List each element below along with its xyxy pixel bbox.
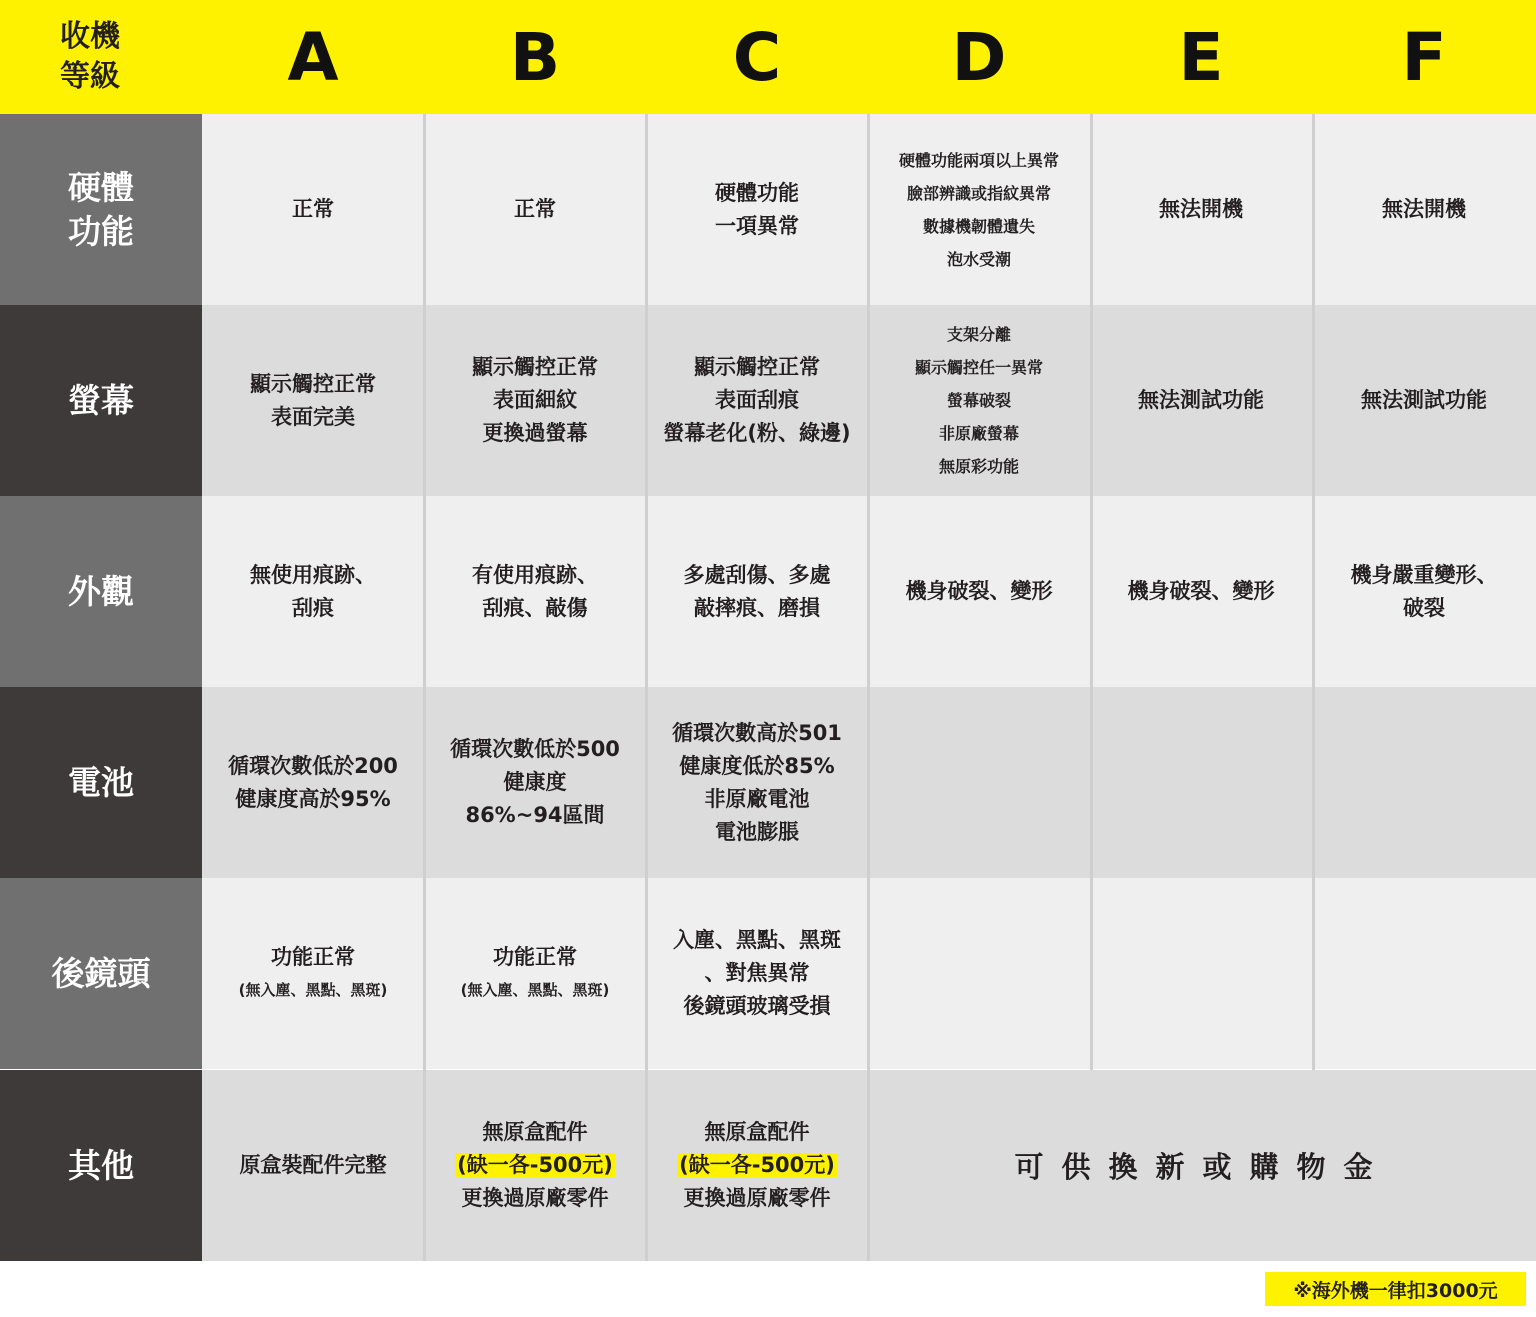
cell-text: 健康度 (503, 770, 567, 794)
column-divider (1312, 114, 1315, 1070)
cell-text: 表面細紋 (493, 388, 577, 412)
cell-text: 健康度低於85% (679, 753, 835, 778)
cell-text: 無原彩功能 (938, 457, 1019, 476)
row-label-battery (0, 687, 202, 878)
cell-appearance-f (1312, 496, 1536, 687)
cell-text: 數據機韌體遺失 (922, 216, 1035, 236)
cell-hardware-c (646, 114, 868, 305)
cell-text: 無原盒配件 (482, 1120, 588, 1144)
cell-battery-d (868, 687, 1090, 878)
cell-text: 後鏡頭玻璃受損 (683, 994, 831, 1018)
cell-text: 非原廠螢幕 (938, 424, 1019, 443)
cell-screen-f (1312, 305, 1536, 496)
cell-camera-f (1312, 878, 1536, 1069)
cell-text: 支架分離 (946, 325, 1011, 344)
cell-text: 硬體功能 (715, 180, 799, 205)
cell-appearance-c (646, 496, 868, 687)
cell-text: 無法測試功能 (1138, 388, 1264, 412)
cell-text: 入塵、黑點、黑斑 (673, 928, 841, 952)
row-label-line: 外觀 (68, 571, 134, 611)
cell-text: 無法測試功能 (1361, 388, 1487, 412)
cell-text: 顯示觸控正常 (250, 371, 376, 396)
cell-hardware-d (868, 114, 1090, 305)
row-label-hardware (0, 114, 202, 305)
cell-other-c (646, 1070, 868, 1261)
cell-text: 無使用痕跡、 (250, 562, 376, 587)
cell-text: 泡水受潮 (946, 249, 1011, 269)
cell-text: 顯示觸控任一異常 (914, 358, 1043, 377)
cell-text: 正常 (292, 197, 334, 221)
cell-text: 功能正常 (271, 944, 355, 969)
cell-other-a (202, 1070, 424, 1261)
grade-a-header: A (287, 18, 339, 96)
grade-f-header: F (1401, 18, 1447, 96)
cell-camera-b (424, 878, 646, 1069)
cell-screen-b (424, 305, 646, 496)
cell-text: 非原廠電池 (704, 786, 810, 811)
cell-text: 顯示觸控正常 (694, 355, 820, 379)
cell-text: 螢幕破裂 (946, 391, 1011, 410)
cell-hardware-f (1312, 114, 1536, 305)
row-label-rear-camera (0, 878, 202, 1069)
cell-hardware-b (424, 114, 646, 305)
cell-text: 多處刮傷、多處 (683, 562, 831, 587)
grade-c-header: C (732, 18, 782, 96)
column-divider (867, 114, 870, 1261)
cell-text: 刮痕 (292, 595, 334, 620)
corner-label-line: 等級 (60, 59, 120, 94)
row-label-screen (0, 305, 202, 496)
column-divider (645, 114, 648, 1261)
corner-label-line: 收機 (60, 19, 120, 54)
cell-text: 敲摔痕、磨損 (694, 595, 820, 620)
row-label-appearance (0, 496, 202, 687)
cell-text: 更換過原廠零件 (461, 1186, 609, 1210)
cell-battery-f (1312, 687, 1536, 878)
cell-hardware-a (202, 114, 424, 305)
column-divider (423, 114, 426, 1261)
cell-camera-e (1090, 878, 1312, 1069)
row-label-line: 螢幕 (68, 380, 134, 420)
cell-text: 有使用痕跡、 (472, 562, 598, 587)
row-label-line: 電池 (68, 762, 134, 802)
grade-b-header: B (509, 18, 561, 96)
grade-d-header: D (951, 18, 1007, 96)
cell-appearance-b (424, 496, 646, 687)
cell-appearance-a (202, 496, 424, 687)
row-label-line: 硬體 (68, 167, 134, 207)
cell-text: 健康度高於95% (235, 786, 391, 811)
cell-text: 86%~94區間 (465, 803, 605, 827)
cell-battery-a (202, 687, 424, 878)
corner-label (0, 0, 202, 114)
cell-text: 更換過原廠零件 (683, 1186, 831, 1210)
row-label-line: 功能 (68, 211, 134, 251)
cell-text: 螢幕老化(粉、綠邊) (663, 421, 851, 445)
cell-battery-c (646, 687, 868, 878)
cell-text: 機身嚴重變形、 (1350, 562, 1498, 587)
cell-text: 、對焦異常 (704, 961, 810, 985)
cell-text: 無原盒配件 (704, 1120, 810, 1144)
cell-text: 循環次數低於500 (450, 737, 620, 761)
cell-camera-d (868, 878, 1090, 1069)
row-label-line: 其他 (68, 1145, 134, 1185)
cell-text: 刮痕、敲傷 (482, 595, 588, 620)
cell-camera-c (646, 878, 868, 1069)
cell-other-def-merged: 可供換新或購物金 (869, 1070, 1536, 1261)
cell-hardware-e (1090, 114, 1312, 305)
cell-appearance-d (868, 496, 1090, 687)
row-label-line: 後鏡頭 (51, 953, 151, 993)
cell-text: 一項異常 (715, 213, 799, 238)
cell-text: 表面刮痕 (715, 388, 799, 412)
cell-text: (無入塵、黑點、黑斑) (460, 980, 610, 999)
cell-battery-b (424, 687, 646, 878)
cell-screen-a (202, 305, 424, 496)
cell-text: 循環次數低於200 (228, 753, 398, 778)
overseas-deduction-note: ※海外機一律扣3000元 (1265, 1272, 1526, 1306)
cell-text: 硬體功能兩項以上異常 (898, 150, 1059, 170)
cell-text: 更換過螢幕 (482, 421, 588, 445)
cell-text: 機身破裂、變形 (1127, 579, 1275, 603)
cell-text: 功能正常 (493, 944, 577, 969)
cell-text: 循環次數高於501 (672, 720, 842, 745)
cell-other-b (424, 1070, 646, 1261)
cell-camera-a (202, 878, 424, 1069)
cell-text: 破裂 (1403, 595, 1445, 620)
cell-text: 表面完美 (271, 404, 355, 429)
row-label-other (0, 1070, 202, 1261)
column-divider (1090, 114, 1093, 1070)
cell-text: 原盒裝配件完整 (239, 1153, 387, 1177)
cell-text: 無法開機 (1159, 197, 1243, 221)
cell-text: 臉部辨識或指紋異常 (906, 183, 1051, 203)
cell-appearance-e (1090, 496, 1312, 687)
grade-e-header: E (1178, 18, 1224, 96)
deduction-highlight: (缺一各-500元) (457, 1153, 613, 1177)
cell-screen-c (646, 305, 868, 496)
cell-text: 顯示觸控正常 (472, 355, 598, 379)
cell-screen-e (1090, 305, 1312, 496)
cell-text: 無法開機 (1382, 197, 1466, 221)
cell-text: (無入塵、黑點、黑斑) (238, 980, 388, 999)
cell-screen-d (868, 305, 1090, 496)
cell-text: 正常 (514, 197, 556, 221)
cell-text: 機身破裂、變形 (905, 579, 1053, 603)
cell-battery-e (1090, 687, 1312, 878)
deduction-highlight: (缺一各-500元) (679, 1153, 835, 1177)
cell-text: 電池膨脹 (715, 819, 799, 844)
